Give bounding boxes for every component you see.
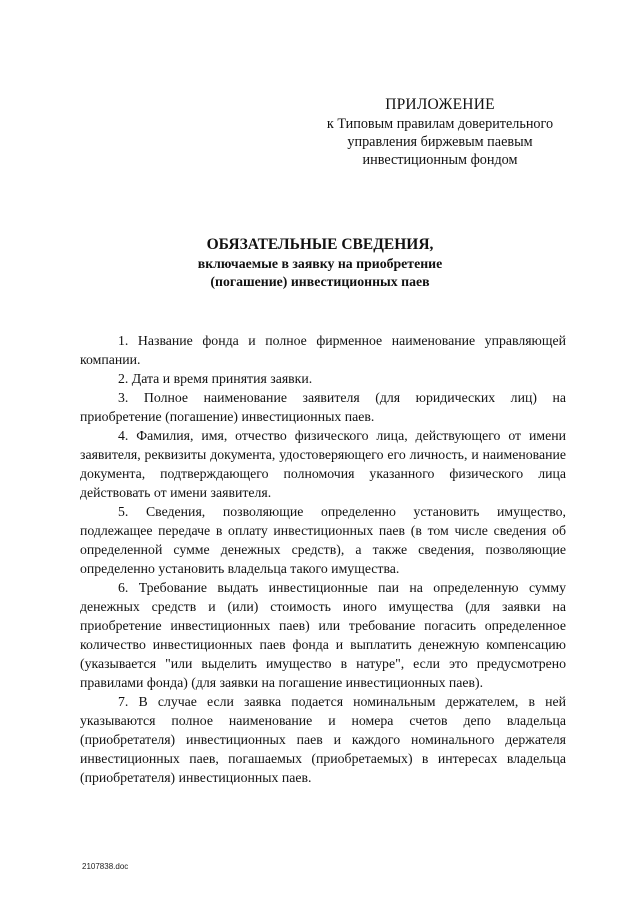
paragraph-3: 3. Полное наименование заявителя (для юридических лиц) на приобретение (погашение) инвестиционных паев.: [80, 390, 566, 424]
title-sub-line: (погашение) инвестиционных паев: [210, 274, 430, 289]
paragraph-2: 2. Дата и время принятия заявки.: [118, 371, 313, 386]
appendix-line: к Типовым правилам доверительного: [326, 116, 554, 132]
document-body: [80, 331, 566, 787]
appendix-line: управления биржевым паевым: [347, 134, 533, 150]
appendix-heading: ПРИЛОЖЕНИЕ: [385, 96, 495, 113]
paragraph-1: 1. Название фонда и полное фирменное наименование управляющей компании.: [80, 333, 566, 367]
paragraph-7: 7. В случае если заявка подается номинальным держателем, в ней указываются полное наименование и номера счетов депо владельца (приобретателя) инвестиционных паев и каждого номинального держателя инвестиционных паев, погашаемых (приобретаемых) в интересах владельца (приобретателя) инвестиционных паев.: [80, 694, 566, 785]
footer-filename: 2107838.doc: [82, 862, 129, 871]
document-title: [120, 235, 520, 291]
paragraph-4: 4. Фамилия, имя, отчество физического лица, действующего от имени заявителя, реквизиты документа, удостоверяющего его личность, и наименование документа, подтверждающего полномочия указанного физического лица действовать от имени заявителя.: [80, 428, 566, 500]
appendix-line: инвестиционным фондом: [362, 152, 518, 168]
title-main: ОБЯЗАТЕЛЬНЫЕ СВЕДЕНИЯ,: [206, 236, 434, 253]
paragraph-6: 6. Требование выдать инвестиционные паи на определенную сумму денежных средств и (или) стоимость иного имущества (для заявки на приобретение инвестиционных паев) или требование погасить определенное количество инвестиционных паев фонда и выплатить денежную компенсацию (указывается "или выделить имущество в натуре", если это предусмотрено правилами фонда) (для заявки на погашение инвестиционных паев).: [80, 580, 566, 690]
paragraph-5: 5. Сведения, позволяющие определенно установить имущество, подлежащее передаче в оплату инвестиционных паев (в том числе сведения об определенной сумме денежных средств), а также сведения, позволяющие определенно установить владельца такого имущества.: [80, 504, 566, 576]
title-sub-line: включаемые в заявку на приобретение: [197, 256, 443, 271]
appendix-block: [310, 96, 570, 169]
